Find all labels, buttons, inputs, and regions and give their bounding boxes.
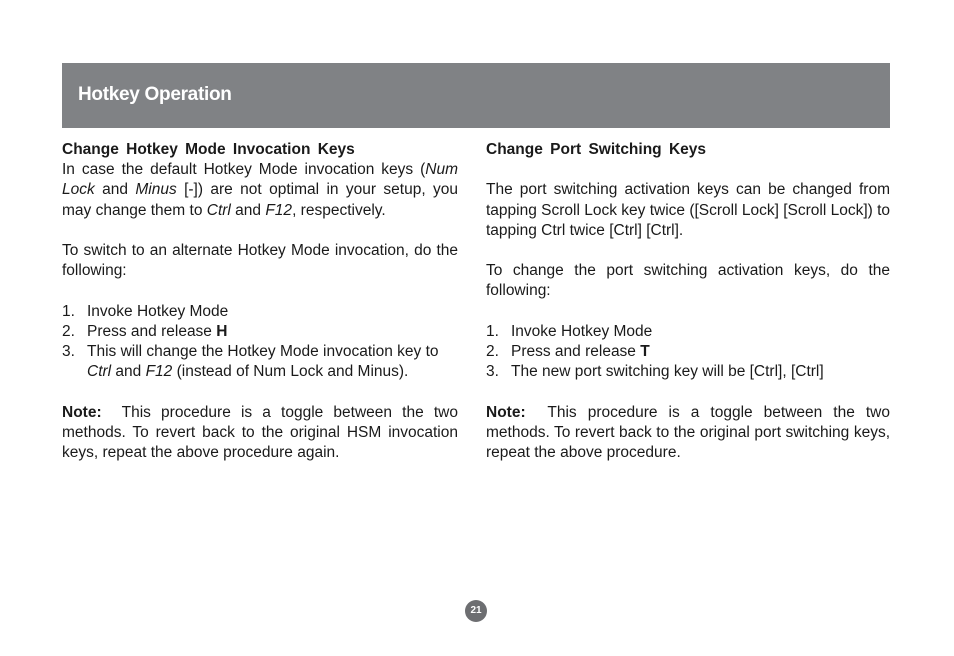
- left-note: [62, 403, 458, 464]
- list-item: [62, 302, 458, 322]
- step-number: 3.: [486, 363, 499, 381]
- key-minus: Minus: [135, 181, 177, 199]
- list-item: [62, 342, 458, 382]
- section-header-bar: [62, 63, 890, 128]
- key-ctrl: Ctrl: [206, 201, 231, 219]
- step-text: Invoke Hotkey Mode: [511, 322, 653, 340]
- key-f12: F12: [265, 201, 293, 219]
- list-item: [486, 362, 890, 382]
- right-note: [486, 403, 890, 464]
- right-steps-list: [486, 322, 890, 383]
- left-instructions-paragraph: To switch to an alternate Hotkey Mode invocation, do the following:: [62, 242, 458, 280]
- step-number: 1.: [486, 322, 499, 340]
- step-number: 1.: [62, 302, 75, 320]
- step-number: 2.: [62, 322, 75, 340]
- step-number: 3.: [62, 343, 75, 360]
- intro-text-5: , respectively.: [292, 201, 386, 219]
- step-key: F12: [145, 363, 173, 381]
- page-number-badge: 21: [465, 600, 487, 622]
- note-label: Note:: [486, 403, 526, 421]
- section-title: Hotkey Operation: [78, 84, 232, 105]
- note-text: This procedure is a toggle between the two methods. To revert back to the original port switching keys, repeat the above procedure.: [486, 403, 890, 461]
- note-label: Note:: [62, 403, 102, 421]
- left-heading: Change Hotkey Mode Invocation Keys: [62, 141, 355, 158]
- intro-text-3: [-]) are not optimal in your setup, you may change them to: [62, 181, 458, 219]
- left-steps-list: [62, 302, 458, 383]
- step-text: Press and release: [511, 342, 641, 360]
- right-heading: Change Port Switching Keys: [486, 141, 707, 158]
- right-instructions-paragraph: To change the port switching activation keys, do the following:: [486, 262, 890, 300]
- list-item: [486, 342, 890, 362]
- key-num-lock: Num Lock: [62, 161, 458, 199]
- right-column: [486, 140, 890, 463]
- step-key: T: [640, 342, 650, 360]
- step-number: 2.: [486, 342, 499, 360]
- intro-text-1: In case the default Hotkey Mode invocation keys (: [62, 161, 426, 179]
- note-text: This procedure is a toggle between the two methods. To revert back to the original HSM invocation keys, repeat the above procedure again.: [62, 403, 458, 461]
- intro-text-4: and: [230, 201, 266, 219]
- left-intro-paragraph: [62, 160, 458, 221]
- left-column: [62, 140, 458, 463]
- step-text: Press and release: [87, 322, 217, 340]
- step-key: Ctrl: [87, 363, 112, 381]
- step-text: This will change the Hotkey Mode invocation key to: [87, 343, 439, 360]
- step-text: (instead of Num Lock and Minus).: [172, 363, 409, 381]
- step-text: and: [111, 363, 146, 381]
- list-item: [62, 322, 458, 342]
- step-text: The new port switching key will be [Ctrl], [Ctrl]: [511, 363, 824, 381]
- intro-text-2: and: [94, 181, 136, 199]
- list-item: [486, 322, 890, 342]
- step-key: H: [216, 322, 228, 340]
- right-intro-paragraph: The port switching activation keys can be changed from tapping Scroll Lock key twice ([Scroll Lock] [Scroll Lock]) to tapping Ctrl twice [Ctrl] [Ctrl].: [486, 181, 891, 239]
- step-text: Invoke Hotkey Mode: [87, 302, 229, 320]
